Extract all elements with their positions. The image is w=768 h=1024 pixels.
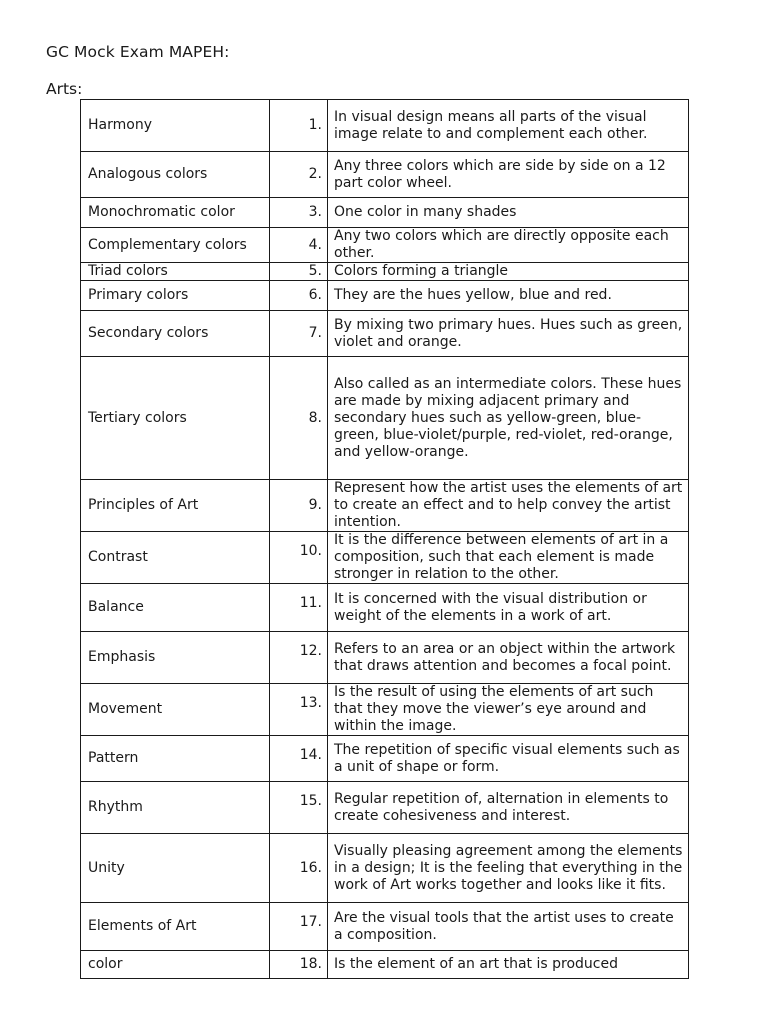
term-cell: color [81,951,270,979]
definition-cell: Is the result of using the elements of art such that they move the viewer’s eye around and within the image. [328,684,689,736]
definition-cell: Represent how the artist uses the elements of art to create an effect and to help convey the artist intention. [328,480,689,532]
number-cell: 1. [270,100,328,152]
table-row [81,834,689,903]
term-cell: Rhythm [81,782,270,834]
table-row [81,357,689,480]
table-row [81,782,689,834]
definition-cell: Are the visual tools that the artist uses to create a composition. [328,903,689,951]
number-cell: 10. [270,532,328,584]
number-cell: 15. [270,782,328,834]
definition-cell: Refers to an area or an object within the artwork that draws attention and becomes a focal point. [328,632,689,684]
term-cell: Analogous colors [81,152,270,198]
term-cell: Complementary colors [81,228,270,263]
table-row [81,281,689,311]
table-row [81,951,689,979]
table-row [81,632,689,684]
number-cell: 11. [270,584,328,632]
table-row [81,684,689,736]
term-cell: Harmony [81,100,270,152]
definition-cell: They are the hues yellow, blue and red. [328,281,689,311]
number-cell: 6. [270,281,328,311]
term-cell: Monochromatic color [81,198,270,228]
number-cell: 5. [270,263,328,281]
number-cell: 8. [270,357,328,480]
number-cell: 14. [270,736,328,782]
term-cell: Principles of Art [81,480,270,532]
number-cell: 17. [270,903,328,951]
document-title: GC Mock Exam MAPEH: [46,43,230,61]
definition-cell: Any two colors which are directly opposite each other. [328,228,689,263]
table-row [81,100,689,152]
definition-cell: Any three colors which are side by side on a 12 part color wheel. [328,152,689,198]
section-label-arts: Arts: [46,80,83,98]
number-cell: 2. [270,152,328,198]
table-row [81,480,689,532]
definition-cell: One color in many shades [328,198,689,228]
number-cell: 16. [270,834,328,903]
definition-cell: It is concerned with the visual distribution or weight of the elements in a work of art. [328,584,689,632]
table-row [81,584,689,632]
definition-cell: Visually pleasing agreement among the elements in a design; It is the feeling that everything in the work of Art works together and looks like it fits. [328,834,689,903]
table-row [81,228,689,263]
term-cell: Pattern [81,736,270,782]
table-row [81,198,689,228]
definition-cell: The repetition of specific visual elements such as a unit of shape or form. [328,736,689,782]
term-cell: Triad colors [81,263,270,281]
term-cell: Tertiary colors [81,357,270,480]
term-cell: Movement [81,684,270,736]
term-cell: Secondary colors [81,311,270,357]
terms-table [80,99,689,979]
term-cell: Contrast [81,532,270,584]
table-row [81,532,689,584]
definition-cell: By mixing two primary hues. Hues such as green, violet and orange. [328,311,689,357]
number-cell: 12. [270,632,328,684]
definition-cell: It is the difference between elements of art in a composition, such that each element is made stronger in relation to the other. [328,532,689,584]
term-cell: Emphasis [81,632,270,684]
definition-cell: Is the element of an art that is produced [328,951,689,979]
definition-cell: In visual design means all parts of the visual image relate to and complement each other. [328,100,689,152]
number-cell: 13. [270,684,328,736]
number-cell: 3. [270,198,328,228]
definition-cell: Regular repetition of, alternation in elements to create cohesiveness and interest. [328,782,689,834]
number-cell: 9. [270,480,328,532]
table-row [81,263,689,281]
definition-cell: Colors forming a triangle [328,263,689,281]
table-row [81,152,689,198]
number-cell: 4. [270,228,328,263]
definition-cell: Also called as an intermediate colors. These hues are made by mixing adjacent primary and secondary hues such as yellow-green, blue-green, blue-violet/purple, red-violet, red-orange, and yellow-orange. [328,357,689,480]
number-cell: 18. [270,951,328,979]
number-cell: 7. [270,311,328,357]
table-row [81,903,689,951]
term-cell: Unity [81,834,270,903]
term-cell: Balance [81,584,270,632]
term-cell: Primary colors [81,281,270,311]
table-row [81,736,689,782]
table-row [81,311,689,357]
term-cell: Elements of Art [81,903,270,951]
